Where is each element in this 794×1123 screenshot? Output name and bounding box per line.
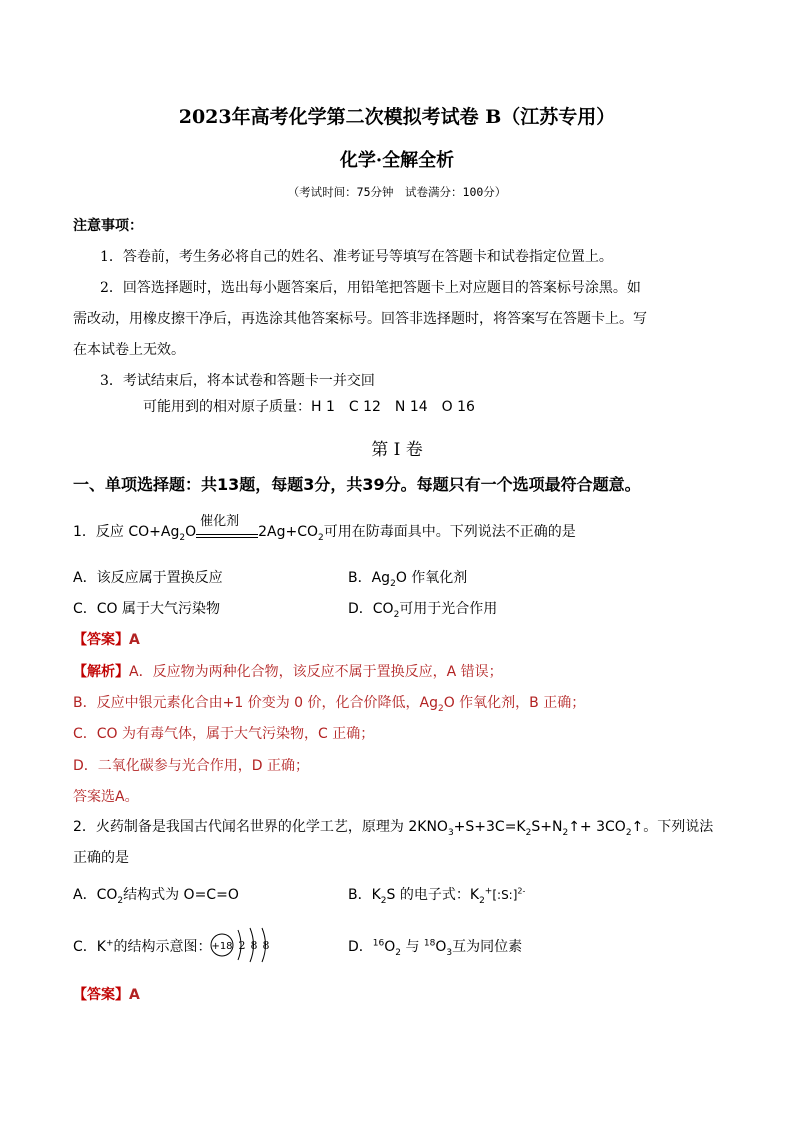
- exam-subtitle: 化学·全解全析: [339, 150, 455, 171]
- note-item-2-line-3: 在本试卷上无效。: [73, 342, 185, 358]
- shell-1-label: 2: [238, 939, 246, 952]
- section-1-heading: 一、单项选择题：共13题，每题3分，共39分。每题只有一个选项最符合题意。: [73, 475, 641, 494]
- note-item-2-line-2: 需改动，用橡皮擦干净后，再选涂其他答案标号。回答非选择题时，将答案写在答题卡上。写: [73, 311, 647, 327]
- q2-option-c: C．K+的结构示意图：: [73, 938, 212, 955]
- question-1-stem: 1．反应 $CO+Ag_2O$ 催化剂 $2Ag+CO_2$可用在防毒面具中。下列说法不正确的是: [73, 514, 576, 543]
- q1-analysis-line-4: D．二氧化碳参与光合作用，D 正确；: [73, 758, 310, 774]
- q2-option-a: A．$CO_2$结构式为 O=C=O: [73, 887, 239, 906]
- question-2-stem-line-2: 正确的是: [73, 850, 129, 866]
- q2-option-b: B．$K_2S$ 的电子式：$K_2^+[:S:]^{2-}$: [348, 886, 526, 906]
- q1-answer: 【答案】A: [73, 632, 140, 648]
- note-item-1: 1．答卷前，考生务必将自己的姓名、准考证号等填写在答题卡和试卷指定位置上。: [100, 249, 613, 265]
- shell-3-label: 8: [262, 939, 270, 952]
- q1-analysis-line-3: C．CO 为有毒气体，属于大气污染物，C 正确；: [73, 726, 375, 742]
- note-item-3: 3．考试结束后，将本试卷和答题卡一并交回: [100, 373, 375, 389]
- exam-info: （考试时间：75分钟 试卷满分：100分）: [287, 185, 507, 199]
- exam-title: 2023年高考化学第二次模拟考试卷 B（江苏专用）: [178, 106, 616, 128]
- catalyst-arrow: 催化剂: [196, 518, 258, 542]
- nucleus-label: +18: [211, 941, 233, 952]
- volume-heading: 第 I 卷: [371, 440, 423, 460]
- q1-analysis-line-2: B．反应中银元素化合由+1 价变为 0 价，化合价降低，$Ag_2O$ 作氧化剂，B 正确；: [73, 695, 586, 714]
- q1-option-a: A．该反应属于置换反应: [73, 570, 223, 586]
- atomic-masses: 可能用到的相对原子质量：H 1 C 12 N 14 O 16: [143, 399, 475, 415]
- q1-option-d: D．$CO_2$可用于光合作用: [348, 601, 498, 620]
- note-item-2-line-1: 2．回答选择题时，选出每小题答案后，用铅笔把答题卡上对应题目的答案标号涂黑。如: [100, 280, 641, 296]
- q1-conclusion: 答案选A。: [73, 789, 139, 805]
- k-ion-structure-diagram: [208, 922, 278, 968]
- notes-heading: 注意事项：: [73, 218, 143, 234]
- q1-option-c: C．CO 属于大气污染物: [73, 601, 221, 617]
- q1-option-b: B．$Ag_2O$ 作氧化剂: [348, 570, 468, 589]
- q2-answer: 【答案】A: [73, 987, 140, 1003]
- question-2-stem-line-1: 2．火药制备是我国古代闻名世界的化学工艺，原理为 $2KNO_3+S+3C=K_2S+N_2↑+$ $3CO_2↑$。下列说法: [73, 819, 714, 838]
- q1-analysis-line-1: 【解析】A．反应物为两种化合物，该反应不属于置换反应，A 错误；: [73, 664, 503, 680]
- shell-2-label: 8: [250, 939, 258, 952]
- q2-option-d: D．$^{16}O_2$ 与 $^{18}O_3$互为同位素: [348, 938, 523, 958]
